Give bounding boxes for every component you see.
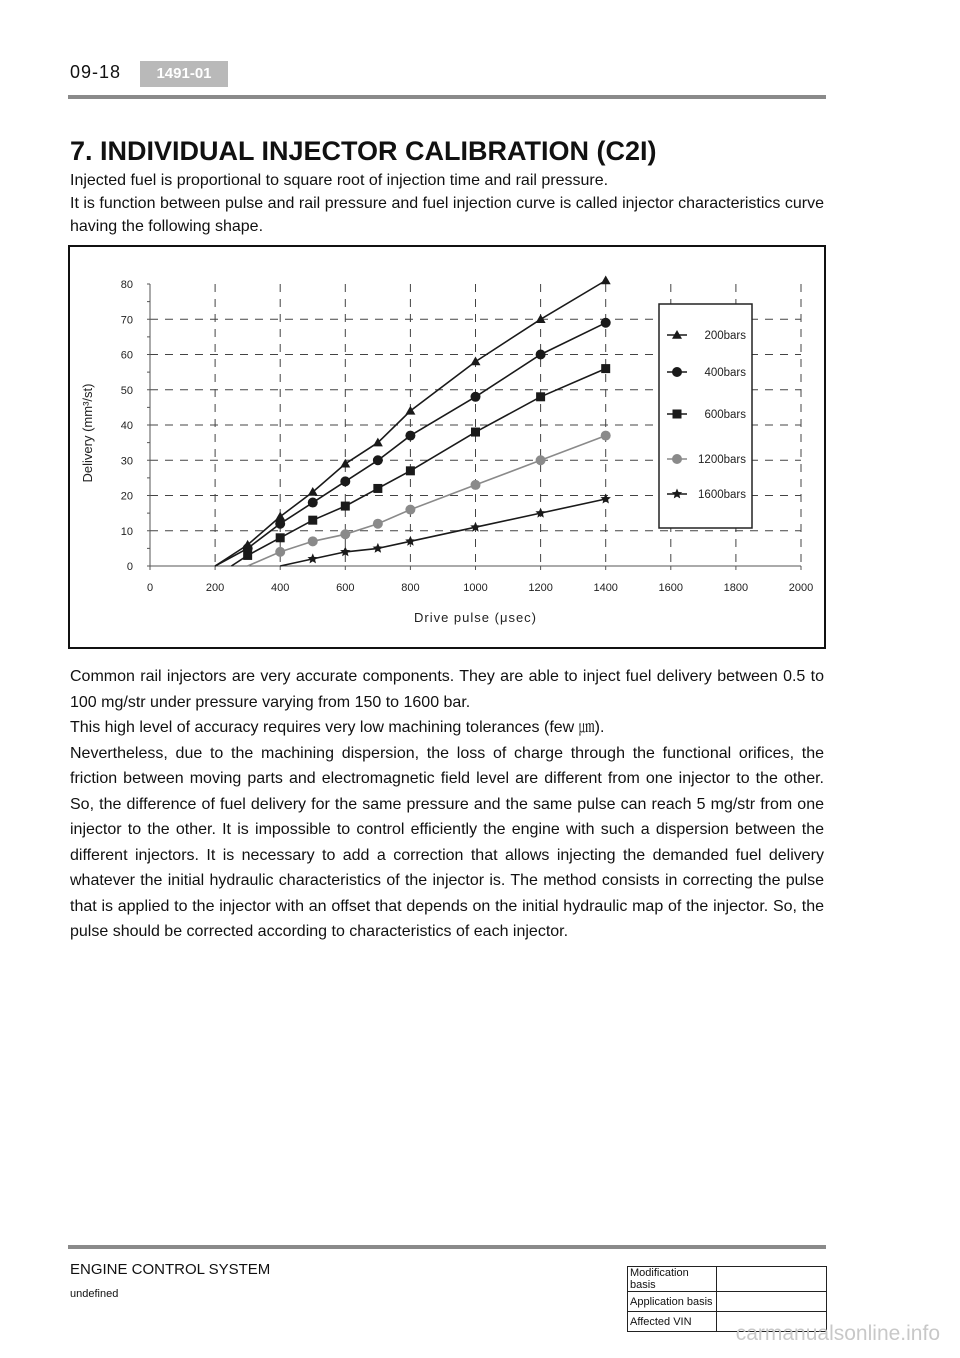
data-point — [405, 505, 415, 515]
y-axis-title: Delivery (mm³/st) — [80, 383, 95, 483]
x-tick-label: 1000 — [463, 582, 488, 594]
data-point — [308, 516, 317, 525]
data-point — [406, 466, 415, 475]
intro-text — [70, 169, 824, 238]
x-tick-label: 600 — [336, 582, 355, 594]
data-point — [373, 455, 383, 465]
body-text — [70, 664, 824, 945]
y-tick-label: 10 — [120, 525, 133, 538]
y-tick-label: 0 — [126, 561, 133, 573]
data-point — [405, 431, 415, 441]
data-point — [340, 476, 350, 486]
x-tick-label: 2000 — [788, 582, 814, 594]
data-point — [275, 547, 285, 557]
data-point — [341, 502, 350, 511]
injector-chart — [68, 245, 826, 649]
data-point — [340, 529, 350, 539]
x-tick-label: 1200 — [528, 582, 553, 594]
data-point — [471, 357, 481, 366]
revision-label: Affected VIN — [628, 1312, 717, 1332]
revision-row — [628, 1267, 827, 1292]
data-point — [536, 350, 546, 360]
data-point — [308, 553, 319, 563]
y-tick-label: 30 — [120, 455, 133, 468]
watermark: carmanualsonline.info — [735, 1322, 940, 1345]
legend-label: 1600bars — [698, 489, 746, 501]
x-axis-title: Drive pulse (μsec) — [413, 610, 538, 625]
x-tick-label: 400 — [271, 582, 290, 594]
revision-label: Application basis — [628, 1292, 717, 1312]
data-point — [275, 519, 285, 529]
revision-value — [717, 1292, 827, 1312]
chart-canvas — [70, 247, 828, 651]
series-line — [231, 369, 605, 566]
data-point — [536, 455, 546, 465]
y-tick-label: 80 — [120, 279, 133, 291]
section-code-badge: 1491-01 — [140, 61, 228, 87]
revision-row — [628, 1292, 827, 1312]
data-point — [243, 551, 252, 560]
data-point — [373, 519, 383, 529]
data-point — [601, 318, 611, 328]
data-point — [308, 536, 318, 546]
x-tick-label: 1400 — [593, 582, 618, 594]
footer-subtitle: undefined — [70, 1288, 119, 1300]
data-point — [373, 484, 382, 493]
footer-rule — [68, 1245, 826, 1249]
body-paragraph: Nevertheless, due to the machining dispersion, the loss of charge through the functional orifices, the friction between moving parts and electromagnetic field level are different from one injector to the other. So, the difference of fuel delivery for the same pressure and the same pulse can reach 5 mg/str from one injector to the other. It is impossible to control efficiently the engine with such a dispersion between the different injectors. It is necessary to add a correction that allows injecting the demanded fuel delivery whatever the initial hydraulic characteristics of the injector is. The method consists in correcting the pulse that is applied to the injector with an offset that depends on the initial hydraulic map of the injector. So, the pulse should be corrected according to characteristics of each injector. — [70, 744, 824, 940]
y-tick-label: 40 — [120, 420, 133, 432]
page-number: 09-18 — [70, 62, 122, 82]
legend-marker — [673, 410, 682, 419]
data-point — [536, 314, 546, 323]
data-point — [276, 533, 285, 542]
data-point — [471, 480, 481, 490]
body-paragraph: Common rail injectors are very accurate components. They are able to inject fuel delivery between 0.5 to 100 mg/str under pressure varying from 150 to 1600 bar. — [70, 668, 824, 711]
legend-label: 600bars — [704, 409, 746, 421]
data-point — [308, 498, 318, 508]
x-tick-label: 1600 — [658, 582, 684, 594]
header-rule — [68, 95, 826, 99]
legend-marker — [672, 454, 682, 464]
revision-value — [717, 1267, 827, 1292]
x-tick-label: 800 — [401, 582, 420, 594]
x-tick-label: 1800 — [723, 582, 749, 594]
data-point — [601, 275, 611, 284]
y-tick-label: 50 — [120, 384, 133, 397]
data-point — [601, 364, 610, 373]
data-point — [471, 392, 481, 402]
y-tick-label: 60 — [120, 349, 133, 362]
x-tick-label: 0 — [146, 582, 154, 594]
data-point — [373, 543, 384, 553]
body-paragraph: This high level of accuracy requires very low machining tolerances (few ㎛). — [70, 719, 605, 736]
data-point — [405, 406, 415, 415]
page-title: 7. INDIVIDUAL INJECTOR CALIBRATION (C2I) — [70, 136, 657, 166]
legend-label: 400bars — [704, 367, 746, 379]
data-point — [536, 392, 545, 401]
x-tick-label: 200 — [205, 582, 225, 594]
y-tick-label: 20 — [120, 490, 133, 503]
footer-title: ENGINE CONTROL SYSTEM — [70, 1261, 271, 1278]
y-tick-label: 70 — [120, 314, 133, 327]
legend-label: 1200bars — [698, 454, 746, 466]
data-point — [471, 428, 480, 437]
series-line — [280, 499, 606, 566]
data-point — [601, 431, 611, 441]
legend-marker — [672, 367, 682, 377]
intro-paragraph: It is function between pulse and rail pressure and fuel injection curve is called injector characteristics curve having the following shape. — [70, 195, 824, 235]
revision-label: Modification basis — [628, 1267, 717, 1292]
intro-paragraph: Injected fuel is proportional to square root of injection time and rail pressure. — [70, 172, 609, 189]
legend-label: 200bars — [704, 330, 746, 342]
